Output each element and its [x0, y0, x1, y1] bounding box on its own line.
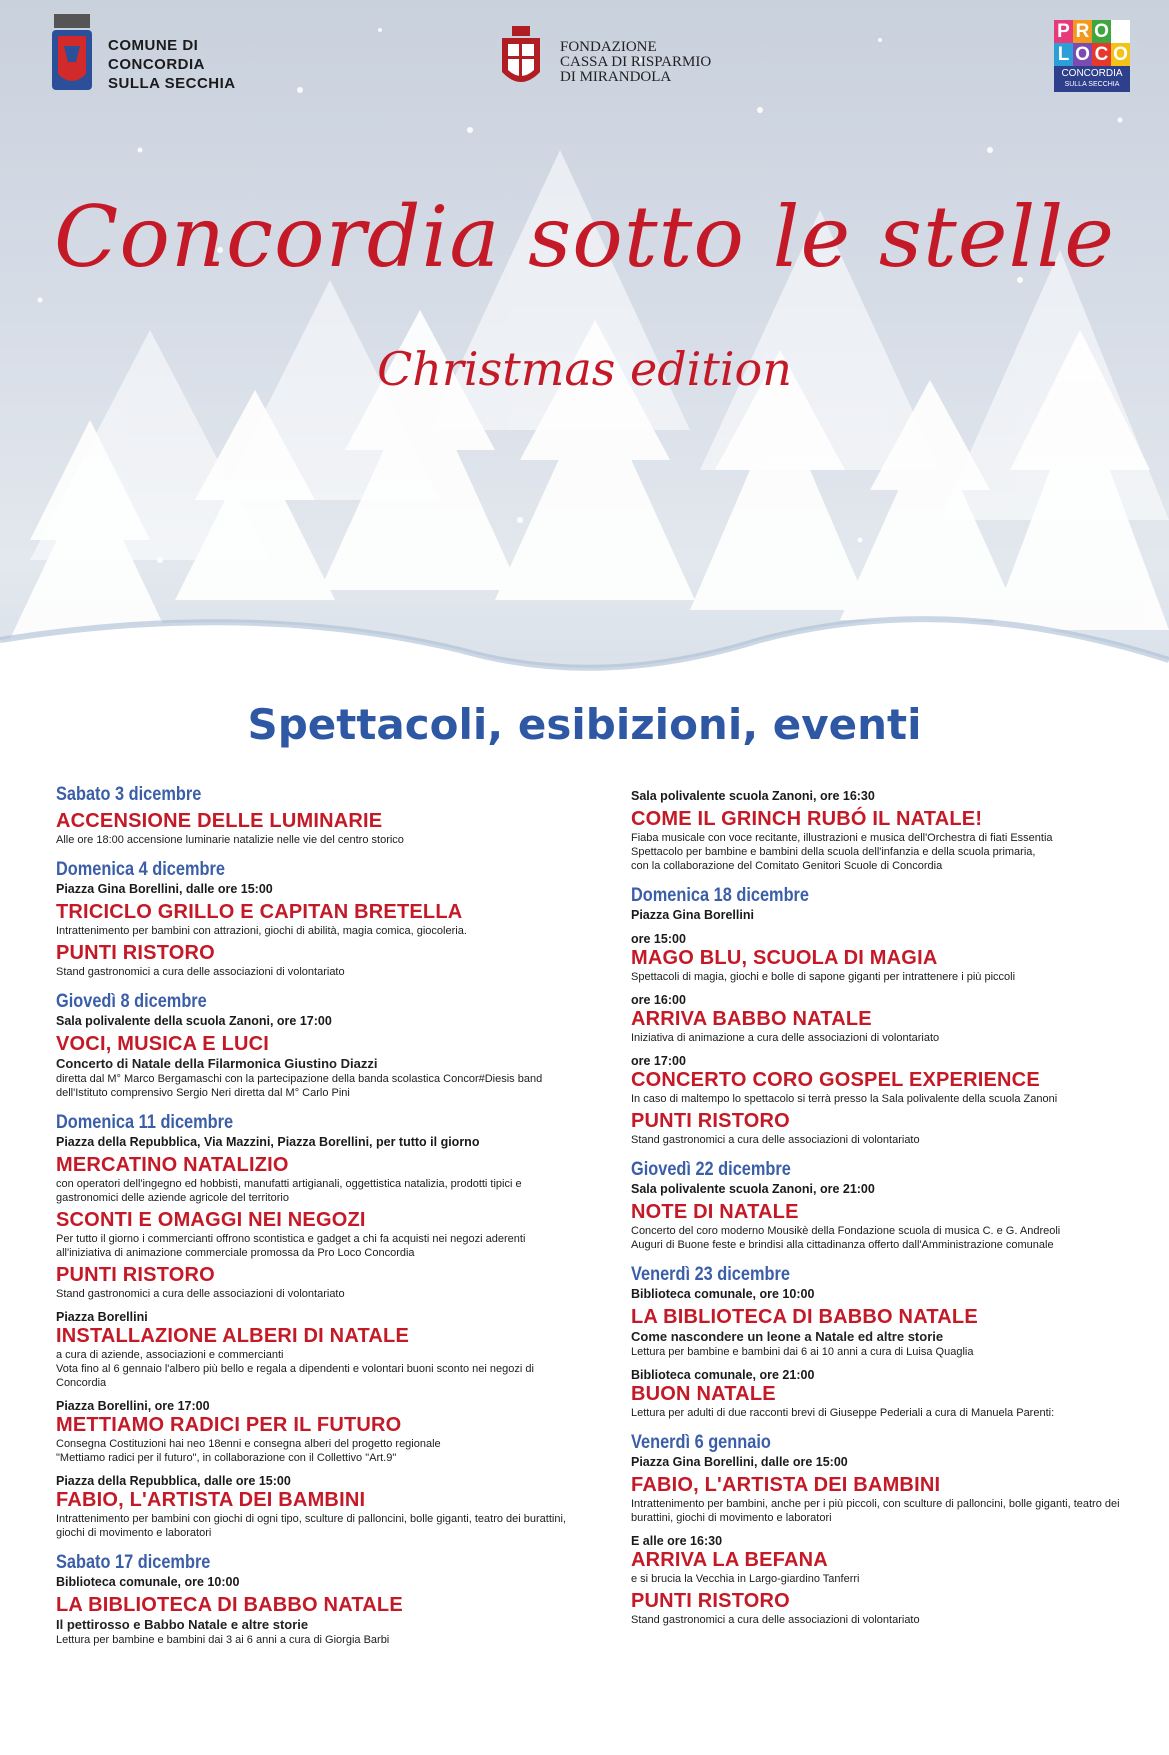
proloco-logo [1054, 20, 1130, 96]
fondazione-line: FONDAZIONE [560, 39, 657, 55]
event-description: a cura di aziende, associazioni e commercianti [56, 1349, 284, 1361]
event-description: Fiaba musicale con voce recitante, illustrazioni e musica dell'Orchestra di fiati Essentia [631, 832, 1053, 844]
event-location: Biblioteca comunale, ore 10:00 [631, 1287, 815, 1301]
event-item [56, 1594, 578, 1647]
event-item [56, 1209, 578, 1260]
event-item [631, 1306, 1131, 1359]
event-location: Piazza Gina Borellini, dalle ore 15:00 [56, 882, 273, 896]
event-description: Alle ore 18:00 accensione luminarie natalizie nelle vie del centro storico [56, 834, 404, 846]
event-title: BUON NATALE [631, 1383, 776, 1405]
event-title: ACCENSIONE DELLE LUMINARIE [56, 810, 383, 832]
event-title: COME IL GRINCH RUBÓ IL NATALE! [631, 808, 983, 830]
event-item [56, 1398, 578, 1465]
fondazione-line: DI MIRANDOLA [560, 69, 672, 85]
proloco-letter [1111, 20, 1130, 43]
event-location: Piazza della Repubblica, dalle ore 15:00 [56, 1474, 291, 1488]
event-item [56, 1473, 578, 1540]
event-description: In caso di maltempo lo spettacolo si terrà presso la Sala polivalente della scuola Zanoni [631, 1093, 1058, 1105]
event-title: PUNTI RISTORO [56, 942, 215, 964]
event-item [56, 1309, 578, 1390]
event-item [631, 1474, 1131, 1525]
event-item [631, 992, 1131, 1045]
event-date: Giovedì 8 dicembre [56, 991, 207, 1012]
event-location: Piazza Gina Borellini, dalle ore 15:00 [631, 1455, 848, 1469]
event-description: Stand gastronomici a cura delle associazioni di volontariato [56, 1288, 345, 1300]
event-title: LA BIBLIOTECA DI BABBO NATALE [56, 1594, 403, 1616]
event-description: Per tutto il giorno i commercianti offrono scontistica e gadget a chi fa acquisti nei negozi aderenti all'iniziativa di animazione commerciale promossa da Pro Loco Concordia [56, 1233, 526, 1259]
event-description: Iniziativa di animazione a cura delle associazioni di volontariato [631, 1032, 940, 1044]
event-title: PUNTI RISTORO [56, 1264, 215, 1286]
main-title: Concordia sotto le stelle [54, 188, 1115, 286]
event-description: Concerto del coro moderno Mousikè della Fondazione scuola di musica C. e G. Andreoli [631, 1225, 1061, 1237]
event-title: FABIO, L'ARTISTA DEI BAMBINI [631, 1474, 941, 1496]
event-title: CONCERTO CORO GOSPEL EXPERIENCE [631, 1069, 1040, 1091]
event-item [56, 1033, 578, 1100]
event-date: Sabato 17 dicembre [56, 1552, 211, 1573]
proloco-letter: R [1073, 20, 1092, 43]
event-item [56, 1264, 578, 1301]
day-block [631, 885, 1131, 1147]
event-description: Spettacoli di magia, giochi e bolle di sapone giganti per intrattenere i più piccoli [631, 971, 1016, 983]
proloco-letter: P [1054, 20, 1073, 43]
event-description: Stand gastronomici a cura delle associazioni di volontariato [56, 966, 345, 978]
event-title: PUNTI RISTORO [631, 1110, 790, 1132]
proloco-sub-line: SULLA SECCHIA [1064, 81, 1120, 88]
event-title: TRICICLO GRILLO E CAPITAN BRETELLA [56, 901, 463, 923]
comune-crest-icon [46, 12, 98, 110]
event-description: Lettura per adulti di due racconti brevi di Giuseppe Pederiali a cura di Manuela Parenti: [631, 1407, 1055, 1419]
event-location: E alle ore 16:30 [631, 1534, 723, 1548]
event-item [631, 1367, 1131, 1420]
event-date: Domenica 4 dicembre [56, 859, 225, 880]
event-description: Auguri di Buone feste e brindisi alla cittadinanza offerto dall'Amministrazione comunale [631, 1239, 1054, 1251]
proloco-subtitle [1054, 66, 1130, 92]
event-title: NOTE DI NATALE [631, 1201, 799, 1223]
day-block [631, 1264, 1131, 1420]
event-location: Piazza Gina Borellini [631, 908, 754, 922]
event-description: Intrattenimento per bambini con giochi di ogni tipo, sculture di palloncini, bolle giganti, teatro dei burattini, giochi di movimento e laboratori [56, 1513, 566, 1539]
event-item [631, 808, 1131, 873]
event-item [56, 942, 578, 979]
section-heading: Spettacoli, esibizioni, eventi [247, 700, 922, 749]
proloco-letter: O [1092, 20, 1111, 43]
event-description: con operatori dell'ingegno ed hobbisti, manufatti artigianali, oggettistica natalizia, prodotti tipici e gastronomici delle aziende agricole del territorio [56, 1178, 522, 1204]
event-item [631, 1053, 1131, 1106]
event-description: Consegna Costituzioni hai neo 18enni e consegna alberi del progetto regionale [56, 1438, 441, 1450]
fondazione-line: CASSA DI RISPARMIO [560, 54, 712, 70]
event-description: Stand gastronomici a cura delle associazioni di volontariato [631, 1614, 920, 1626]
event-item [631, 931, 1131, 984]
event-description: Vota fino al 6 gennaio l'albero più bello e regala a dipendenti e volontari buoni sconto nei negozi di Concordia [56, 1363, 534, 1389]
event-description: Stand gastronomici a cura delle associazioni di volontariato [631, 1134, 920, 1146]
event-item [631, 1110, 1131, 1147]
event-description: Lettura per bambine e bambini dai 3 ai 6 anni a cura di Giorgia Barbi [56, 1634, 390, 1646]
left-column [56, 784, 578, 1647]
event-date: Venerdì 6 gennaio [631, 1432, 771, 1453]
event-item [56, 1154, 578, 1205]
event-location: Sala polivalente scuola Zanoni, ore 16:30 [631, 789, 875, 803]
day-block [631, 1159, 1131, 1252]
proloco-letter: C [1092, 43, 1111, 66]
day-block [56, 859, 578, 979]
proloco-sub-line: CONCORDIA [1061, 68, 1123, 79]
comune-line: CONCORDIA [108, 56, 205, 73]
comune-logo [46, 12, 246, 112]
event-title: VOCI, MUSICA E LUCI [56, 1033, 270, 1055]
event-location: ore 16:00 [631, 993, 686, 1007]
fondazione-name [560, 40, 711, 85]
event-location: ore 15:00 [631, 932, 686, 946]
event-title: FABIO, L'ARTISTA DEI BAMBINI [56, 1489, 366, 1511]
event-title: PUNTI RISTORO [631, 1590, 790, 1612]
event-title: MAGO BLU, SCUOLA DI MAGIA [631, 947, 938, 969]
event-date: Venerdì 23 dicembre [631, 1264, 790, 1285]
event-description: e si brucia la Vecchia in Largo-giardino Tanferri [631, 1573, 860, 1585]
event-description: "Mettiamo radici per il futuro", in collaborazione con il Collettivo "Art.9" [56, 1452, 397, 1464]
event-description: Intrattenimento per bambini con attrazioni, giochi di abilità, magia comica, giocoleria. [56, 925, 467, 937]
event-description: con la collaborazione del Comitato Genitori Scuole di Concordia [631, 860, 943, 872]
event-date: Giovedì 22 dicembre [631, 1159, 791, 1180]
day-block [56, 991, 578, 1100]
day-block [631, 1432, 1131, 1627]
proloco-letter: L [1054, 43, 1073, 66]
event-location: Piazza Borellini, ore 17:00 [56, 1399, 210, 1413]
day-block [56, 1552, 578, 1647]
event-date: Domenica 11 dicembre [56, 1112, 234, 1133]
event-item [631, 1533, 1131, 1586]
event-subtitle: Come nascondere un leone a Natale ed altre storie [631, 1329, 944, 1344]
event-location: Biblioteca comunale, ore 10:00 [56, 1575, 240, 1589]
event-location: Piazza della Repubblica, Via Mazzini, Piazza Borellini, per tutto il giorno [56, 1135, 480, 1149]
fondazione-logo [498, 24, 728, 96]
event-title: MERCATINO NATALIZIO [56, 1154, 289, 1176]
event-location: Sala polivalente scuola Zanoni, ore 21:00 [631, 1182, 875, 1196]
fondazione-crest-icon [498, 24, 544, 94]
proloco-letter: O [1073, 43, 1092, 66]
day-block [56, 1112, 578, 1540]
event-description: Lettura per bambine e bambini dai 6 ai 10 anni a cura di Luisa Quaglia [631, 1346, 974, 1358]
event-description: Spettacolo per bambine e bambini della scuola dell'infanzia e della scuola primaria, [631, 846, 1036, 858]
event-date: Domenica 18 dicembre [631, 885, 810, 906]
comune-name [108, 36, 236, 93]
event-title: LA BIBLIOTECA DI BABBO NATALE [631, 1306, 978, 1328]
script-subtitle: Christmas edition [377, 342, 792, 396]
comune-line: SULLA SECCHIA [108, 75, 236, 92]
event-location: Biblioteca comunale, ore 21:00 [631, 1368, 815, 1382]
proloco-letter: O [1111, 43, 1130, 66]
event-location: Sala polivalente della scuola Zanoni, ore 17:00 [56, 1014, 332, 1028]
right-column [631, 788, 1131, 1627]
event-title: ARRIVA BABBO NATALE [631, 1008, 872, 1030]
event-title: ARRIVA LA BEFANA [631, 1549, 828, 1571]
event-description: Intrattenimento per bambini, anche per i più piccoli, con sculture di palloncini, bolle giganti, teatro dei burattini, giochi di movimento e laboratori [631, 1498, 1120, 1524]
event-description: diretta dal M° Marco Bergamaschi con la partecipazione della banda scolastica Concor#Diesis band dell'Istituto comprensivo Sergio Neri diretta dal M° Carlo Pini [56, 1073, 543, 1099]
event-date: Sabato 3 dicembre [56, 784, 202, 805]
day-block [631, 788, 1131, 873]
event-item [631, 1590, 1131, 1627]
event-item [631, 1201, 1131, 1252]
comune-line: COMUNE DI [108, 37, 199, 54]
day-block [56, 784, 578, 847]
event-location: ore 17:00 [631, 1054, 686, 1068]
event-title: SCONTI E OMAGGI NEI NEGOZI [56, 1209, 366, 1231]
event-subtitle: Il pettirosso e Babbo Natale e altre storie [56, 1617, 309, 1632]
event-subtitle: Concerto di Natale della Filarmonica Giustino Diazzi [56, 1056, 378, 1071]
event-title: INSTALLAZIONE ALBERI DI NATALE [56, 1325, 410, 1347]
event-item [56, 901, 578, 938]
event-title: METTIAMO RADICI PER IL FUTURO [56, 1414, 402, 1436]
event-item [56, 810, 578, 847]
event-location: Piazza Borellini [56, 1310, 148, 1324]
